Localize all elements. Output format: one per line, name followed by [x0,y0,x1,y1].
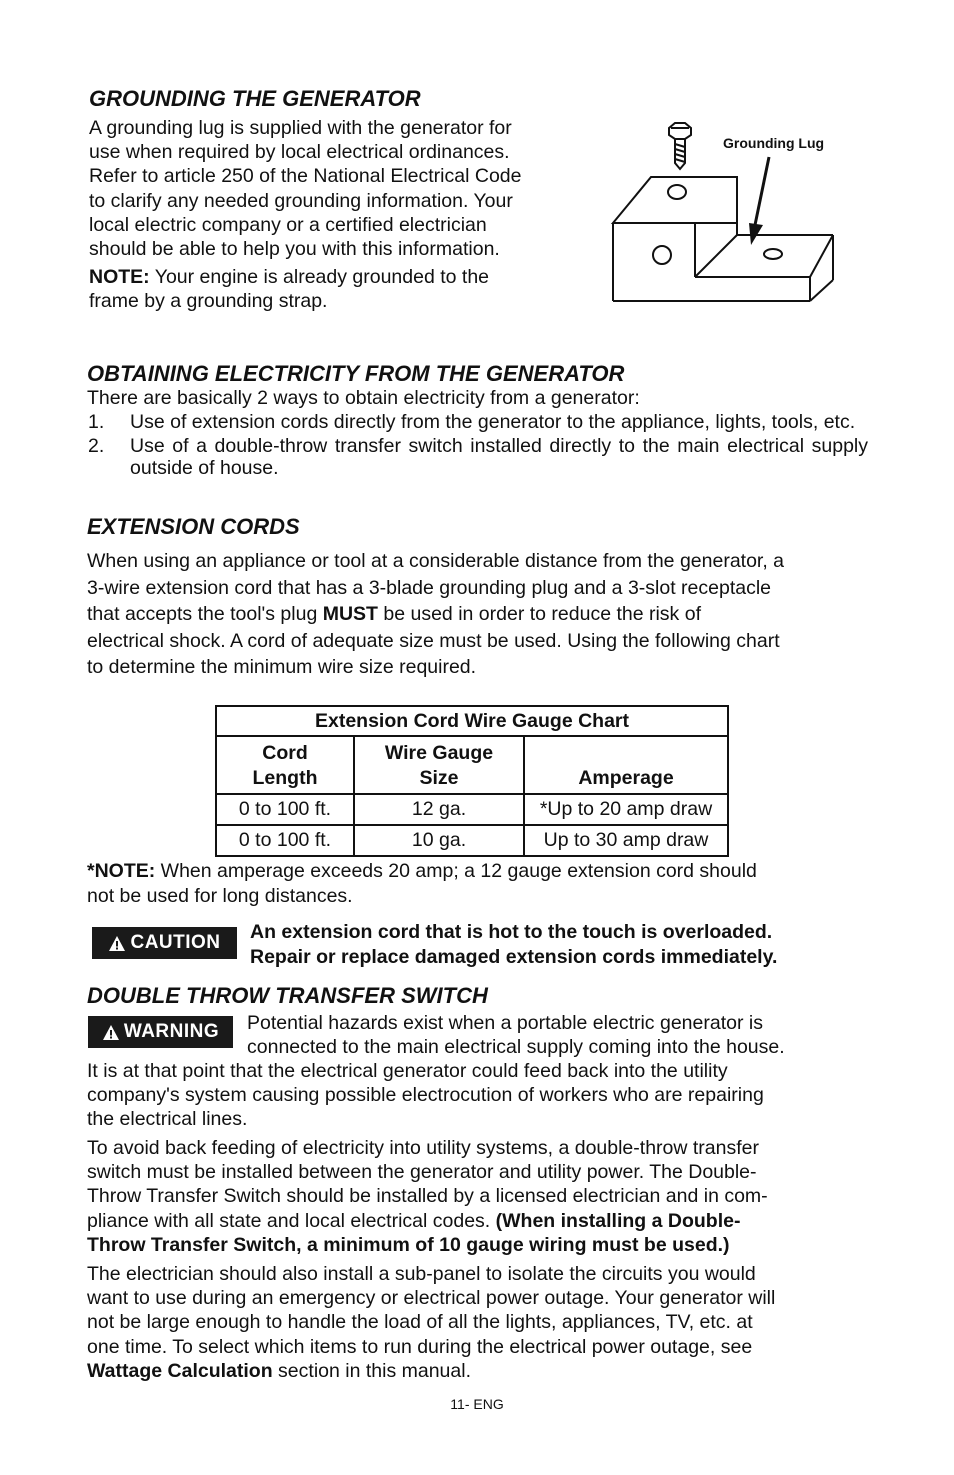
must-emphasis: MUST [322,603,378,625]
text-line: Refer to article 250 of the National Electrical Code [89,165,522,188]
text-line: should be able to help you with this information. [89,238,500,261]
hole-icon [653,246,671,264]
column-header: Cord Length [216,736,354,794]
grounding-paragraph [89,116,589,261]
text-line: A grounding lug is supplied with the generator for [89,117,512,139]
extension-paragraph [87,548,887,681]
page-number: 11- ENG [450,1396,504,1412]
transfer-p1-start: Potential hazards exist when a portable electric generator is connected to the main electrical supply coming into the house. [247,1012,785,1059]
grounding-note [89,265,589,313]
caution-badge: CAUTION [92,927,237,959]
hole-icon [764,249,782,259]
obtaining-heading: OBTAINING ELECTRICITY FROM THE GENERATOR [87,361,625,386]
note-label: *NOTE: [87,860,156,882]
caution-text: An extension cord that is hot to the touch is overloaded. Repair or replace damaged extension cords immediately. [250,921,778,968]
table-cell: Up to 30 amp draw [524,825,728,856]
obtaining-intro: There are basically 2 ways to obtain electricity from a generator: [87,387,640,409]
text-line: local electric company or a certified electrician [89,213,487,236]
table-cell: 0 to 100 ft. [216,794,354,825]
grounding-heading: GROUNDING THE GENERATOR [89,86,421,111]
table-title: Extension Cord Wire Gauge Chart [216,706,728,736]
transfer-p2: To avoid back feeding of electricity into utility systems, a double-throw transfer switch must be installed between the generator and utility power. The Double- Throw Transfer Switch should be installed by a licensed electrician and in com- pliance with all state and local electrical codes. (When installing a Double- Throw Transfer Switch, a minimum of 10 gauge wiring must be used.) [87,1137,768,1256]
note-text: frame by a grounding strap. [89,290,328,313]
list-item: 2. Use of a double-throw transfer switch installed directly to the main electrical supply outside of house. [88,435,868,479]
column-header: Wire Gauge Size [354,736,524,794]
warning-triangle-icon [108,935,126,952]
table-row [216,825,728,856]
note-label: NOTE: [89,266,150,288]
bolt-head-icon [669,123,691,139]
table-cell: 0 to 100 ft. [216,825,354,856]
table-cell: 10 ga. [354,825,524,856]
column-header: Amperage [524,736,728,794]
text-line: electrical shock. A cord of adequate size must be used. Using the following chart [87,629,780,652]
extension-heading: EXTENSION CORDS [87,514,300,539]
text-line: that accepts the tool's plug MUST be used in order to reduce the risk of [87,603,701,625]
chart-note: *NOTE: When amperage exceeds 20 amp; a 12 gauge extension cord should not be used for long distances. [87,860,757,907]
text-line: to determine the minimum wire size required. [87,656,477,678]
text-line: When using an appliance or tool at a considerable distance from the generator, a [87,550,785,572]
table-cell: *Up to 20 amp draw [524,794,728,825]
text-line: to clarify any needed grounding information. Your [89,189,513,212]
table-row [216,794,728,825]
lug-top-face [613,177,737,223]
table-header-row [216,736,728,794]
table-cell: 12 ga. [354,794,524,825]
warning-triangle-icon [102,1024,120,1041]
grounding-lug-label: Grounding Lug [723,135,825,151]
transfer-p1-rest: It is at that point that the electrical generator could feed back into the utility company's system causing possible electrocution of workers who are repairing the electrical lines. [87,1060,764,1131]
text-line: use when required by local electrical ordinances. [89,141,510,164]
text-line: 3-wire extension cord that has a 3-blade grounding plug and a 3-slot receptacle [87,576,772,599]
warning-badge: WARNING [88,1016,233,1048]
grounding-lug-diagram [605,115,845,310]
transfer-p3: The electrician should also install a sub-panel to isolate the circuits you would want to use during an emergency or electrical power outage. Your generator will not be large enough to handle the load of all the lights, appliances, TV, etc. at one time. To select which items to run during the electrical power outage, see Wattage Calculation section in this manual. [87,1263,776,1382]
note-text: Your engine is already grounded to the [149,266,490,288]
wire-gauge-table [215,705,729,857]
transfer-heading: DOUBLE THROW TRANSFER SWITCH [87,983,488,1008]
obtaining-list [88,411,868,479]
list-item: 1. Use of extension cords directly from the generator to the appliance, lights, tools, etc. [88,411,856,433]
hole-icon [668,185,686,199]
